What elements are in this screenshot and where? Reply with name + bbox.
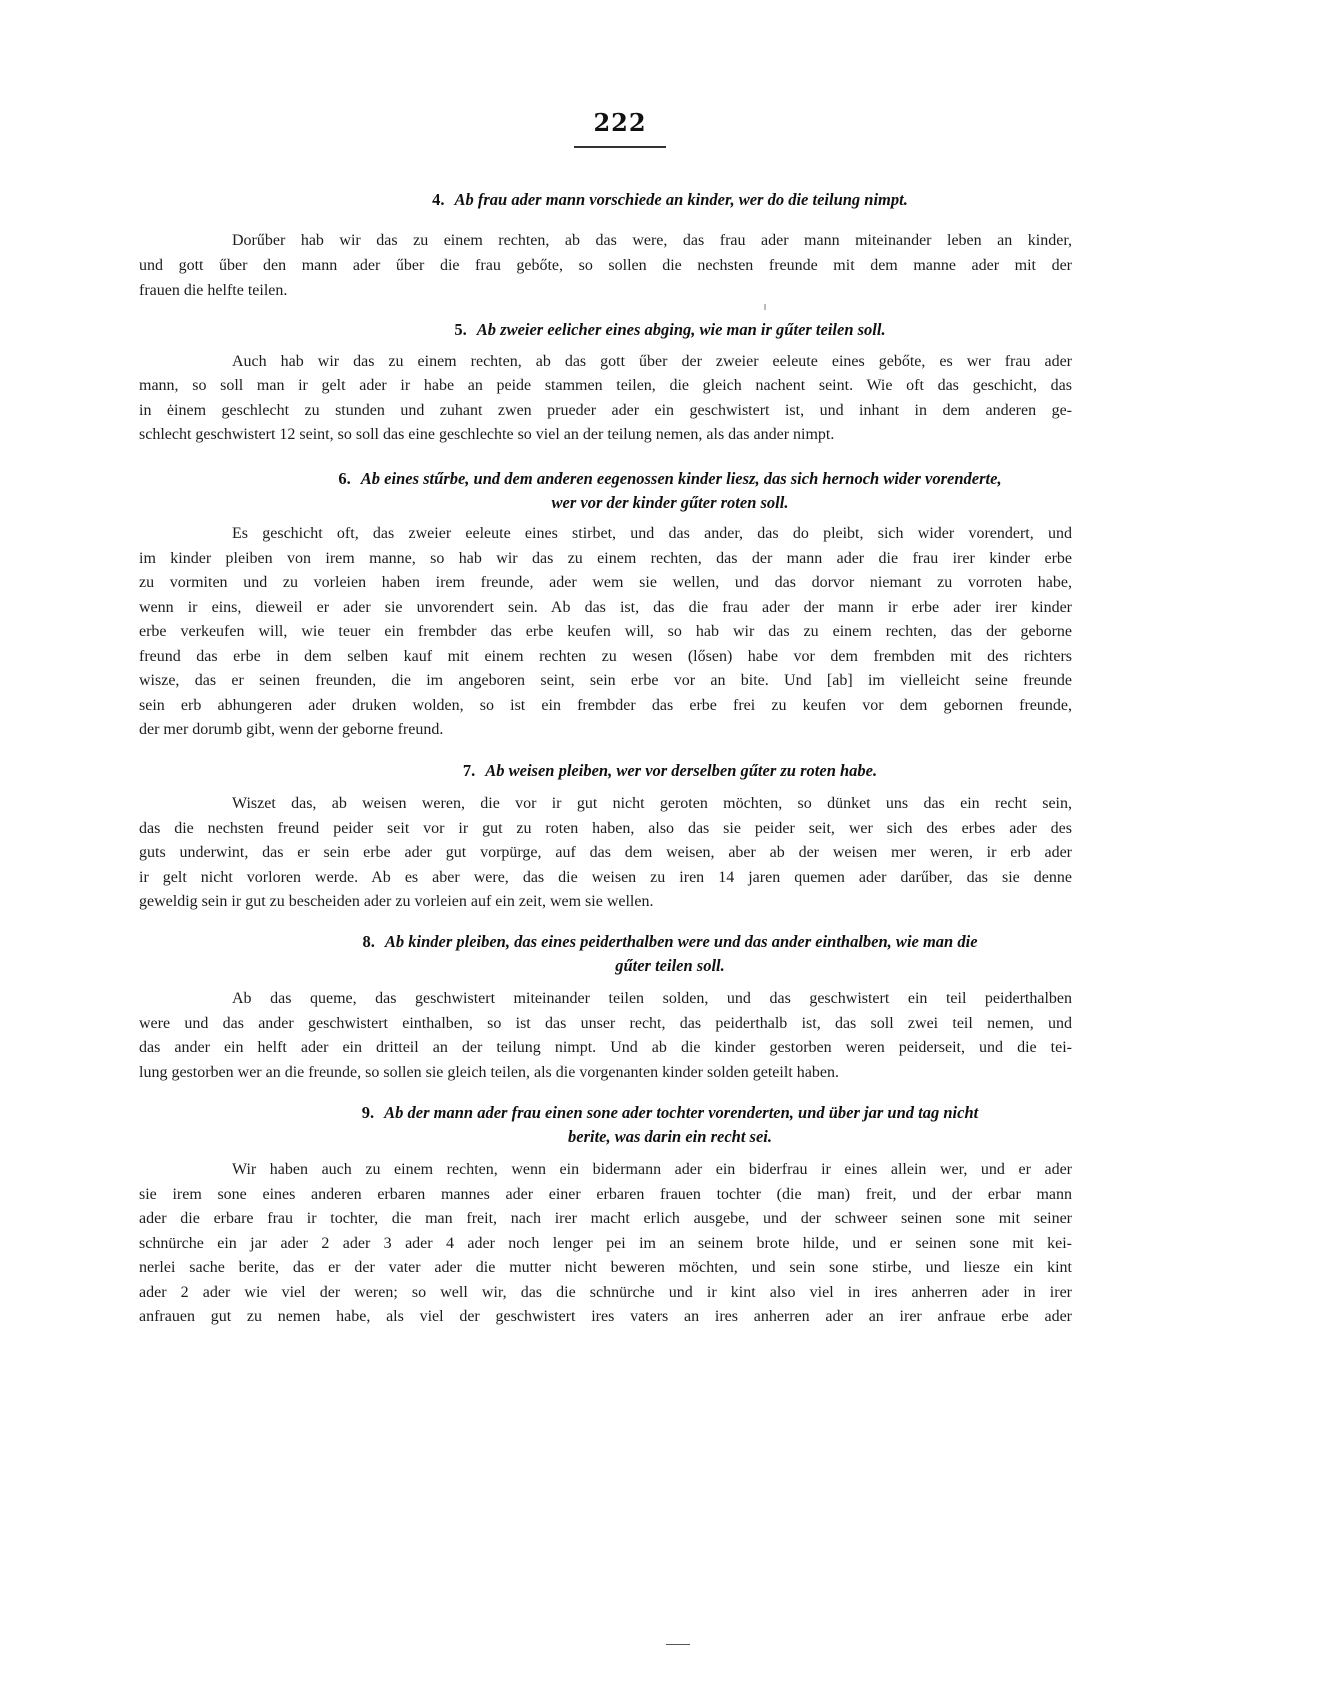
section-title: Ab zweier eelicher eines abging, wie man ir gűter teilen soll. (476, 320, 886, 339)
bottom-mark (666, 1644, 690, 1645)
paragraph-line: erbe verkeufen will, wie teuer ein frembder das erbe keufen will, so hab wir das zu einem rechten, das der geborne (139, 623, 1072, 640)
section-heading-9 (140, 1101, 1200, 1149)
paragraph-line: der mer dorumb gibt, wenn der geborne freund. (139, 721, 444, 738)
section-heading-5 (140, 318, 1200, 342)
paragraph-line: mann, so soll man ir gelt ader ir habe an peide stammen teilen, die gleich nachent seint. Wie oft das geschicht, das (139, 377, 1072, 394)
section-number: 9. (361, 1103, 375, 1122)
paragraph-line: Dorűber hab wir das zu einem rechten, ab das were, das frau ader mann miteinander leben an kinder, (232, 232, 1072, 249)
paragraph-line: lung gestorben wer an die freunde, so sollen sie gleich teilen, als die vorgenanten kinder solden geteilt haben. (139, 1064, 839, 1081)
paragraph-line: geweldig sein ir gut zu bescheiden ader zu vorleien auf ein zeit, wem sie wellen. (139, 893, 654, 910)
paragraph-line: were und das ander geschwistert einthalben, so ist das unser recht, das peiderthalb ist, das soll zwei teil nemen, und (139, 1015, 1072, 1032)
paragraph-line: ader die erbare frau ir tochter, die man freit, nach irer macht erlich ausgebe, und der schweer seinen sone mit seiner (139, 1210, 1072, 1227)
section-heading-7 (140, 759, 1200, 783)
page-number-rule (574, 146, 666, 148)
section-number: 8. (362, 932, 375, 951)
paragraph-line: Wir haben auch zu einem rechten, wenn ein bidermann ader ein biderfrau ir eines allein wer, und er ader (232, 1161, 1072, 1178)
section-title-continued: berite, was darin ein recht sei. (568, 1127, 772, 1146)
paragraph-line: wisze, das er seinen freunden, die im angeboren seint, sein erbe vor an bite. Und [ab] im vielleicht seine freunde (139, 672, 1072, 689)
paragraph-line: wenn ir eins, dieweil er ader sie unvorendert sein. Ab das ist, das die frau ader der mann ir erbe ader irer kinder (139, 599, 1072, 616)
paragraph-line: Wiszet das, ab weisen weren, die vor ir gut nicht geroten möchten, so dünket uns das ein recht sein, (232, 795, 1072, 812)
paragraph-line: sein erb abhungeren ader druken wolden, so ist ein frembder das erbe frei zu keufen vor dem gebornen freunde, (139, 697, 1072, 714)
paragraph-line: anfrauen gut zu nemen habe, als viel der geschwistert ires vaters an ires anherren ader an irer anfraue erbe ader (139, 1308, 1072, 1325)
section-number: 4. (432, 190, 445, 209)
paragraph-line: schlecht geschwistert 12 seint, so soll das eine geschlechte so viel an der teilung nemen, als das ander nimpt. (139, 426, 835, 443)
section-title: Ab kinder pleiben, das eines peiderthalben were und das ander einthalben, wie man die (384, 932, 978, 951)
section-heading-4 (140, 188, 1200, 212)
section-heading-8 (140, 930, 1200, 978)
section-number: 5. (454, 320, 467, 339)
paragraph-line: ader 2 ader wie viel der weren; so well wir, das die schnürche und ir kint also viel in ires anherren ader in irer (139, 1284, 1072, 1301)
section-title-continued: wer vor der kinder gűter roten soll. (551, 493, 789, 512)
paragraph-line: das die nechsten freund peider seit vor ir gut zu roten haben, also das sie peider seit, wer sich des erbes ader des (139, 820, 1072, 837)
paragraph-line: das ander ein helft ader ein dritteil an der teilung nimpt. Und ab die kinder gestorben weren peiderseit, und die tei- (139, 1039, 1072, 1056)
page-number: 222 (593, 108, 647, 137)
section-title: Ab weisen pleiben, wer vor derselben gűter zu roten habe. (485, 761, 878, 780)
paragraph-line: in ėinem geschlecht zu stunden und zuhant zwen prueder ader ein geschwistert ist, und inhant in dem anderen ge- (139, 402, 1072, 419)
paragraph-line: schnürche ein jar ader 2 ader 3 ader 4 ader noch lenger pei im an seinem brote hilde, und er seinen sone mit kei- (139, 1235, 1072, 1252)
paragraph-line: Es geschicht oft, das zweier eeleute eines stirbet, und das ander, das do pleibt, sich wider vorendert, und (232, 525, 1072, 542)
section-number: 7. (462, 761, 476, 780)
section-title: Ab der mann ader frau einen sone ader tochter vorenderten, und über jar und tag nicht (384, 1103, 979, 1122)
scan-speck (764, 304, 766, 310)
section-title: Ab frau ader mann vorschiede an kinder, wer do die teilung nimpt. (454, 190, 908, 209)
paragraph-line: zu vormiten und zu vorleien haben irem freunde, ader wem sie wellen, und das dorvor niemant zu vorroten habe, (139, 574, 1072, 591)
section-heading-6 (140, 467, 1200, 515)
paragraph-line: und gott űber den mann ader űber die frau gebőte, so sollen die nechsten freunde mit dem manne ader mit der (139, 257, 1072, 274)
paragraph-line: Ab das queme, das geschwistert miteinander teilen solden, und das geschwistert ein teil peiderthalben (232, 990, 1072, 1007)
paragraph-line: sie irem sone eines anderen erbaren mannes ader einer erbaren frauen tochter (die man) freit, und der erbar mann (139, 1186, 1072, 1203)
section-title-continued: gűter teilen soll. (615, 956, 725, 975)
paragraph-line: nerlei sache berite, das er der vater ader die mutter nicht beweren möchten, und sein sone stirbe, und liesze ein kint (139, 1259, 1072, 1276)
paragraph-line: guts underwint, das er sein erbe ader gut vorpürge, auf das dem weisen, aber ab der weisen mer weren, ir erb ader (139, 844, 1072, 861)
paragraph-line: Auch hab wir das zu einem rechten, ab das gott űber der zweier eeleute eines gebőte, es wer frau ader (232, 353, 1072, 370)
paragraph-line: freund das erbe in dem selben kauf mit einem rechten zu wesen (lősen) habe vor dem frembden mit des richters (139, 648, 1072, 665)
paragraph-line: im kinder pleiben von irem manne, so hab wir das zu einem rechten, das der mann ader die frau irer kinder erbe (139, 550, 1072, 567)
section-number: 6. (338, 469, 351, 488)
paragraph-line: frauen die helfte teilen. (139, 282, 288, 299)
section-title: Ab eines stűrbe, und dem anderen eegenossen kinder liesz, das sich hernoch wider vorenderte, (360, 469, 1002, 488)
paragraph-line: ir gelt nicht vorloren werde. Ab es aber were, das die weisen zu iren 14 jaren quemen ader darűber, das sie denne (139, 869, 1072, 886)
